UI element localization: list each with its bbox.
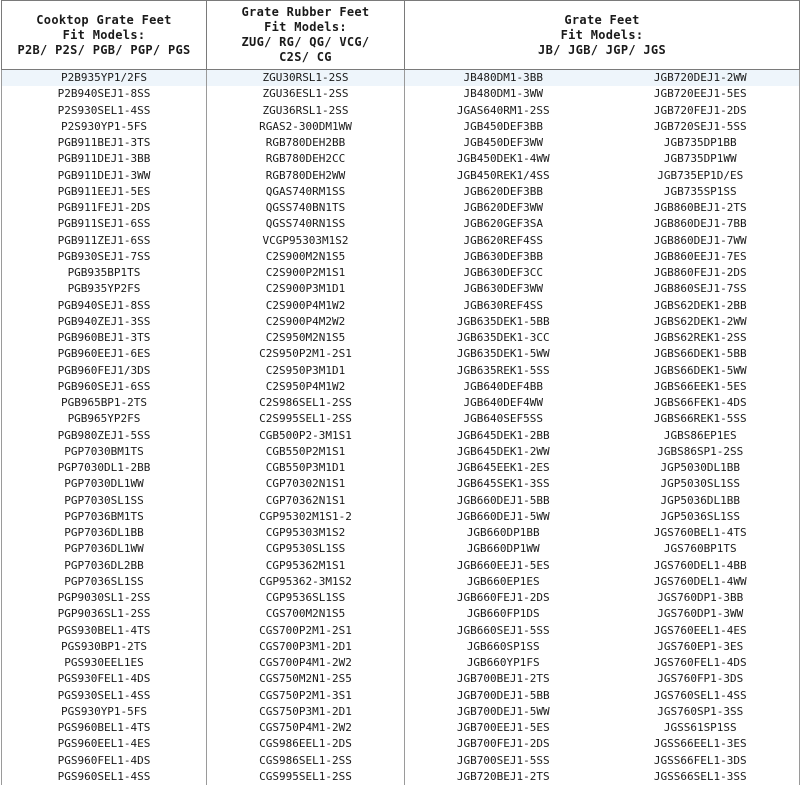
model-number-cell: CGS995SEL1-2SS <box>207 769 405 785</box>
table-row <box>2 411 800 427</box>
model-number-cell: JGS760FEL1-4DS <box>602 655 800 671</box>
model-number-cell: C2S900P4M2W2 <box>207 314 405 330</box>
model-number-cell: C2S900P3M1D1 <box>207 281 405 297</box>
model-number-cell: JGB860BEJ1-2TS <box>602 200 800 216</box>
model-number-cell: JGBS66DEK1-5BB <box>602 346 800 362</box>
table-row <box>2 346 800 362</box>
model-number-cell: JGB630DEF3WW <box>405 281 602 297</box>
table-row <box>2 200 800 216</box>
model-number-cell: JGS760SEL1-4SS <box>602 688 800 704</box>
model-number-cell: CGB550P2M1S1 <box>207 444 405 460</box>
model-number-cell: JGB635REK1-5SS <box>405 363 602 379</box>
model-number-cell: JGB645SEK1-3SS <box>405 476 602 492</box>
model-number-cell: RGB780DEH2WW <box>207 168 405 184</box>
table-row <box>2 671 800 687</box>
model-number-cell: CGP95362-3M1S2 <box>207 574 405 590</box>
model-number-cell: PGB935BP1TS <box>2 265 207 281</box>
model-number-cell: JGBS86EP1ES <box>602 428 800 444</box>
model-number-cell: PGP7036DL2BB <box>2 558 207 574</box>
table-row <box>2 216 800 232</box>
model-number-cell: JGS760SP1-3SS <box>602 704 800 720</box>
header-cooktop-grate-feet: Cooktop Grate Feet Fit Models: P2B/ P2S/ PGB/ PGP/ PGS <box>2 1 207 70</box>
model-number-cell: JGSS66FEL1-3DS <box>602 753 800 769</box>
table-row <box>2 590 800 606</box>
model-number-cell: JGBS86SP1-2SS <box>602 444 800 460</box>
model-number-cell: VCGP95303M1S2 <box>207 233 405 249</box>
model-number-cell: JGS760DP1-3WW <box>602 606 800 622</box>
model-number-cell: JGB635DEK1-3CC <box>405 330 602 346</box>
model-number-cell: RGB780DEH2BB <box>207 135 405 151</box>
model-number-cell: JGB720EEJ1-5ES <box>602 86 800 102</box>
model-number-cell: JGB630REF4SS <box>405 298 602 314</box>
table-row <box>2 363 800 379</box>
model-number-cell: PGB911BEJ1-3TS <box>2 135 207 151</box>
model-number-cell: JGB645DEK1-2BB <box>405 428 602 444</box>
model-number-cell: RGAS2-300DM1WW <box>207 119 405 135</box>
model-list-body <box>2 70 800 786</box>
model-number-cell: JGB660SEJ1-5SS <box>405 623 602 639</box>
table-row <box>2 444 800 460</box>
model-number-cell: C2S950P3M1D1 <box>207 363 405 379</box>
model-number-cell: PGB965YP2FS <box>2 411 207 427</box>
model-number-cell: PGS960FEL1-4DS <box>2 753 207 769</box>
model-number-cell: JGB720BEJ1-2TS <box>405 769 602 785</box>
model-number-cell: CGP9530SL1SS <box>207 541 405 557</box>
model-number-cell: JGB720SEJ1-5SS <box>602 119 800 135</box>
model-number-cell: JGP5036SL1SS <box>602 509 800 525</box>
model-number-cell: JGSS61SP1SS <box>602 720 800 736</box>
model-number-cell: JGB860DEJ1-7BB <box>602 216 800 232</box>
model-number-cell: CGP95302M1S1-2 <box>207 509 405 525</box>
model-number-cell: JGB660DP1WW <box>405 541 602 557</box>
model-number-cell: PGB935YP2FS <box>2 281 207 297</box>
model-number-cell: JGB660DEJ1-5BB <box>405 493 602 509</box>
table-row <box>2 476 800 492</box>
model-number-cell: JGB700FEJ1-2DS <box>405 736 602 752</box>
model-number-cell: JB480DM1-3WW <box>405 86 602 102</box>
table-row <box>2 70 800 87</box>
model-number-cell: PGS960EEL1-4ES <box>2 736 207 752</box>
model-number-cell: PGP7030SL1SS <box>2 493 207 509</box>
model-number-cell: PGP9030SL1-2SS <box>2 590 207 606</box>
table-row <box>2 233 800 249</box>
model-number-cell: JGB660YP1FS <box>405 655 602 671</box>
model-number-cell: JGS760DEL1-4WW <box>602 574 800 590</box>
table-row <box>2 151 800 167</box>
model-number-cell: JGB645EEK1-2ES <box>405 460 602 476</box>
model-number-cell: PGP7030DL1-2BB <box>2 460 207 476</box>
model-number-cell: PGS930EEL1ES <box>2 655 207 671</box>
model-number-cell: PGB911DEJ1-3BB <box>2 151 207 167</box>
model-number-cell: P2B935YP1/2FS <box>2 70 207 87</box>
model-number-cell: CGS700P4M1-2W2 <box>207 655 405 671</box>
model-number-cell: JGAS640RM1-2SS <box>405 103 602 119</box>
model-number-cell: PGP7036BM1TS <box>2 509 207 525</box>
model-number-cell: PGP7036DL1WW <box>2 541 207 557</box>
model-number-cell: CGP70302N1S1 <box>207 476 405 492</box>
table-row <box>2 493 800 509</box>
model-number-cell: P2S930YP1-5FS <box>2 119 207 135</box>
model-number-cell: JGB635DEK1-5BB <box>405 314 602 330</box>
model-number-cell: PGB911EEJ1-5ES <box>2 184 207 200</box>
table-row <box>2 330 800 346</box>
model-number-cell: JGB450DEF3WW <box>405 135 602 151</box>
model-number-cell: JGB720DEJ1-2WW <box>602 70 800 87</box>
model-number-cell: ZGU36ESL1-2SS <box>207 86 405 102</box>
model-number-cell: C2S900P2M1S1 <box>207 265 405 281</box>
model-number-cell: PGB960BEJ1-3TS <box>2 330 207 346</box>
model-number-cell: JGS760FP1-3DS <box>602 671 800 687</box>
model-number-cell: JGB660FP1DS <box>405 606 602 622</box>
model-number-cell: CGS750M2N1-2S5 <box>207 671 405 687</box>
model-number-cell: PGB980ZEJ1-5SS <box>2 428 207 444</box>
header-grate-rubber-feet: Grate Rubber Feet Fit Models: ZUG/ RG/ QG/ VCG/ C2S/ CG <box>207 1 405 70</box>
table-row <box>2 395 800 411</box>
model-number-cell: C2S995SEL1-2SS <box>207 411 405 427</box>
model-number-cell: JGBS62DEK1-2BB <box>602 298 800 314</box>
model-number-cell: PGB960FEJ1/3DS <box>2 363 207 379</box>
model-number-cell: JGB860FEJ1-2DS <box>602 265 800 281</box>
table-row <box>2 720 800 736</box>
model-number-cell: P2B940SEJ1-8SS <box>2 86 207 102</box>
table-row <box>2 265 800 281</box>
model-number-cell: JGB700BEJ1-2TS <box>405 671 602 687</box>
model-number-cell: C2S986SEL1-2SS <box>207 395 405 411</box>
table-row <box>2 428 800 444</box>
model-number-cell: PGB930SEJ1-7SS <box>2 249 207 265</box>
model-number-cell: JGBS62REK1-2SS <box>602 330 800 346</box>
model-number-cell: CGB500P2-3M1S1 <box>207 428 405 444</box>
model-number-cell: JGB630DEF3CC <box>405 265 602 281</box>
table-row <box>2 525 800 541</box>
model-number-cell: JGB860SEJ1-7SS <box>602 281 800 297</box>
model-number-cell: JGS760EP1-3ES <box>602 639 800 655</box>
model-number-cell: PGB960EEJ1-6ES <box>2 346 207 362</box>
model-number-cell: PGB960SEJ1-6SS <box>2 379 207 395</box>
model-number-cell: PGB940SEJ1-8SS <box>2 298 207 314</box>
model-number-cell: JGB660FEJ1-2DS <box>405 590 602 606</box>
model-number-cell: QGSS740BN1TS <box>207 200 405 216</box>
model-number-cell: CGS750P3M1-2D1 <box>207 704 405 720</box>
model-number-cell: JGB660SP1SS <box>405 639 602 655</box>
model-number-cell: PGP7030DL1WW <box>2 476 207 492</box>
model-number-cell: CGS700P2M1-2S1 <box>207 623 405 639</box>
model-number-cell: JGS760BEL1-4TS <box>602 525 800 541</box>
model-number-cell: CGS750P2M1-3S1 <box>207 688 405 704</box>
model-number-cell: JGB660EEJ1-5ES <box>405 558 602 574</box>
model-number-cell: JGB620GEF3SA <box>405 216 602 232</box>
model-number-cell: JGBS66FEK1-4DS <box>602 395 800 411</box>
model-number-cell: CGP95303M1S2 <box>207 525 405 541</box>
model-number-cell: JGB735SP1SS <box>602 184 800 200</box>
table-row <box>2 86 800 102</box>
model-number-cell: JGB700EEJ1-5ES <box>405 720 602 736</box>
model-number-cell: PGB911SEJ1-6SS <box>2 216 207 232</box>
model-number-cell: PGS930SEL1-4SS <box>2 688 207 704</box>
model-number-cell: JGB450REK1/4SS <box>405 168 602 184</box>
model-number-cell: JGB735DP1BB <box>602 135 800 151</box>
model-number-cell: JGB660EP1ES <box>405 574 602 590</box>
model-number-cell: JGB700SEJ1-5SS <box>405 753 602 769</box>
table-row <box>2 460 800 476</box>
model-number-cell: JGB660DEJ1-5WW <box>405 509 602 525</box>
model-number-cell: CGB550P3M1D1 <box>207 460 405 476</box>
table-row <box>2 119 800 135</box>
model-number-cell: JGB660DP1BB <box>405 525 602 541</box>
model-number-cell: JGBS62DEK1-2WW <box>602 314 800 330</box>
model-number-cell: JGS760EEL1-4ES <box>602 623 800 639</box>
model-number-cell: JGB735EP1D/ES <box>602 168 800 184</box>
model-number-cell: JGB450DEK1-4WW <box>405 151 602 167</box>
table-row <box>2 753 800 769</box>
model-number-cell: PGB911DEJ1-3WW <box>2 168 207 184</box>
model-number-cell: P2S930SEL1-4SS <box>2 103 207 119</box>
table-row <box>2 704 800 720</box>
model-number-cell: JGB860EEJ1-7ES <box>602 249 800 265</box>
model-number-cell: QGSS740RN1SS <box>207 216 405 232</box>
table-row <box>2 103 800 119</box>
model-number-cell: JGBS66DEK1-5WW <box>602 363 800 379</box>
header-grate-feet: Grate Feet Fit Models: JB/ JGB/ JGP/ JGS <box>405 1 800 70</box>
model-number-cell: CGS700P3M1-2D1 <box>207 639 405 655</box>
model-number-cell: PGB940ZEJ1-3SS <box>2 314 207 330</box>
model-number-cell: PGS930FEL1-4DS <box>2 671 207 687</box>
table-row <box>2 688 800 704</box>
model-number-cell: CGS750P4M1-2W2 <box>207 720 405 736</box>
model-number-cell: JGB720FEJ1-2DS <box>602 103 800 119</box>
model-number-cell: JGB620REF4SS <box>405 233 602 249</box>
model-number-cell: PGS930BEL1-4TS <box>2 623 207 639</box>
model-number-cell: PGB965BP1-2TS <box>2 395 207 411</box>
model-number-cell: JGSS66EEL1-3ES <box>602 736 800 752</box>
model-number-cell: JGSS66SEL1-3SS <box>602 769 800 785</box>
table-row <box>2 623 800 639</box>
table-row <box>2 135 800 151</box>
table-row <box>2 655 800 671</box>
model-number-cell: CGS700M2N1S5 <box>207 606 405 622</box>
table-row <box>2 379 800 395</box>
model-number-cell: JGB860DEJ1-7WW <box>602 233 800 249</box>
table-row <box>2 314 800 330</box>
model-number-cell: JGP5030DL1BB <box>602 460 800 476</box>
table-row <box>2 736 800 752</box>
table-row <box>2 168 800 184</box>
model-number-cell: CGP9536SL1SS <box>207 590 405 606</box>
model-number-cell: PGP7030BM1TS <box>2 444 207 460</box>
model-number-cell: JGB620DEF3WW <box>405 200 602 216</box>
model-number-cell: JGP5036DL1BB <box>602 493 800 509</box>
table-row <box>2 769 800 785</box>
model-number-cell: JGB635DEK1-5WW <box>405 346 602 362</box>
model-number-cell: JGB700DEJ1-5WW <box>405 704 602 720</box>
model-number-cell: JGB450DEF3BB <box>405 119 602 135</box>
model-number-cell: C2S950P2M1-2S1 <box>207 346 405 362</box>
model-number-cell: PGP7036DL1BB <box>2 525 207 541</box>
model-number-cell: PGS960BEL1-4TS <box>2 720 207 736</box>
model-number-cell: JGP5030SL1SS <box>602 476 800 492</box>
table-row <box>2 574 800 590</box>
model-number-cell: C2S900M2N1S5 <box>207 249 405 265</box>
fit-models-table <box>1 0 800 785</box>
model-number-cell: PGS930BP1-2TS <box>2 639 207 655</box>
model-number-cell: JGB645DEK1-2WW <box>405 444 602 460</box>
model-number-cell: JGB640DEF4WW <box>405 395 602 411</box>
model-number-cell: QGAS740RM1SS <box>207 184 405 200</box>
model-number-cell: PGB911ZEJ1-6SS <box>2 233 207 249</box>
model-number-cell: JGBS66EEK1-5ES <box>602 379 800 395</box>
model-number-cell: JGB640SEF5SS <box>405 411 602 427</box>
model-number-cell: C2S900P4M1W2 <box>207 298 405 314</box>
model-number-cell: CGP95362M1S1 <box>207 558 405 574</box>
model-number-cell: ZGU36RSL1-2SS <box>207 103 405 119</box>
table-row <box>2 281 800 297</box>
model-number-cell: CGS986EEL1-2DS <box>207 736 405 752</box>
model-number-cell: CGP70362N1S1 <box>207 493 405 509</box>
table-row <box>2 509 800 525</box>
model-number-cell: C2S950M2N1S5 <box>207 330 405 346</box>
model-number-cell: PGP7036SL1SS <box>2 574 207 590</box>
table-row <box>2 298 800 314</box>
model-number-cell: JGB700DEJ1-5BB <box>405 688 602 704</box>
model-number-cell: C2S950P4M1W2 <box>207 379 405 395</box>
table-row <box>2 541 800 557</box>
model-number-cell: JGBS66REK1-5SS <box>602 411 800 427</box>
model-number-cell: CGS986SEL1-2SS <box>207 753 405 769</box>
model-number-cell: JGB620DEF3BB <box>405 184 602 200</box>
table-row <box>2 184 800 200</box>
model-number-cell: RGB780DEH2CC <box>207 151 405 167</box>
model-number-cell: PGB911FEJ1-2DS <box>2 200 207 216</box>
header-row <box>2 1 800 70</box>
model-number-cell: JGS760DP1-3BB <box>602 590 800 606</box>
model-number-cell: JB480DM1-3BB <box>405 70 602 87</box>
model-number-cell: JGB630DEF3BB <box>405 249 602 265</box>
model-number-cell: PGS930YP1-5FS <box>2 704 207 720</box>
table-row <box>2 558 800 574</box>
table-row <box>2 606 800 622</box>
model-number-cell: PGP9036SL1-2SS <box>2 606 207 622</box>
model-number-cell: JGB640DEF4BB <box>405 379 602 395</box>
table-row <box>2 639 800 655</box>
model-number-cell: JGB735DP1WW <box>602 151 800 167</box>
table-row <box>2 249 800 265</box>
model-number-cell: PGS960SEL1-4SS <box>2 769 207 785</box>
model-number-cell: JGS760DEL1-4BB <box>602 558 800 574</box>
model-number-cell: ZGU30RSL1-2SS <box>207 70 405 87</box>
model-number-cell: JGS760BP1TS <box>602 541 800 557</box>
